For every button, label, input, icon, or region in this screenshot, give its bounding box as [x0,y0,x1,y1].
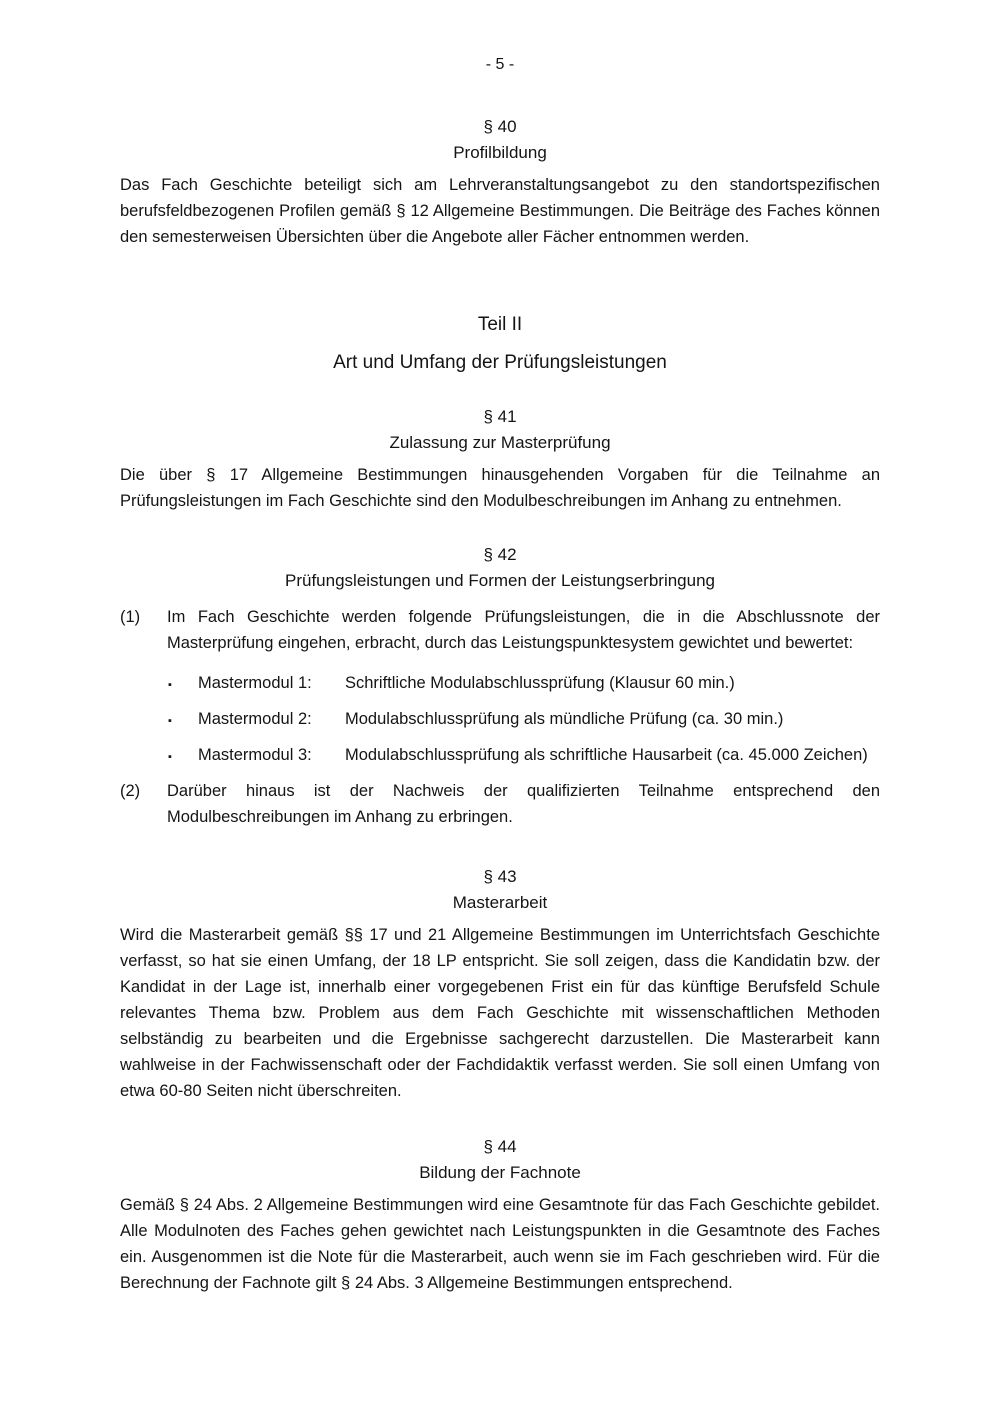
module-2-label: Mastermodul 2: [198,710,312,728]
section-44-paragraph: Gemäß § 24 Abs. 2 Allgemeine Bestimmungen wird eine Gesamtnote für das Fach Geschichte gebildet. Alle Modulnoten des Faches gehen gewichtet nach Leistungspunkten in die Gesamtnote des Faches ein. Ausgenommen ist die Note für die Masterarbeit, auch wenn sie im Fach geschrieben wird. Für die Berechnung der Fachnote gilt § 24 Abs. 3 Allgemeine Bestimmungen entsprechend. [120,1196,880,1292]
section-44-title: Bildung der Fachnote [419,1163,581,1182]
section-40-title: Profilbildung [453,143,547,162]
module-row [168,742,880,770]
module-row [168,706,880,734]
section-42-number: § 42 [483,545,517,564]
bullet-icon: ▪ [168,679,172,691]
bullet-icon: ▪ [168,715,172,727]
section-44-number: § 44 [483,1137,517,1156]
section-41-paragraph: Die über § 17 Allgemeine Bestimmungen hinausgehenden Vorgaben für die Teilnahme an Prüfungsleistungen im Fach Geschichte sind den Modulbeschreibungen im Anhang zu entnehmen. [120,466,880,510]
section-43-title: Masterarbeit [452,893,548,912]
section-43-number: § 43 [483,867,517,886]
module-row [168,670,880,698]
module-3-description: Modulabschlussprüfung als schriftliche Hausarbeit (ca. 45.000 Zeichen) [345,746,868,764]
item-1-text: Im Fach Geschichte werden folgende Prüfungsleistungen, die in die Abschlussnote der Masterprüfung eingehen, erbracht, durch das Leistungspunktesystem gewichtet und bewertet: [167,608,880,652]
section-40-heading [120,114,880,166]
module-3-label: Mastermodul 3: [198,746,312,764]
part-heading [120,312,880,376]
numbered-item-2 [120,778,880,830]
section-40-number: § 40 [483,117,517,136]
section-40 [120,114,880,250]
section-42-title: Prüfungsleistungen und Formen der Leistungserbringung [285,571,715,590]
page-number: - 5 - [485,56,515,73]
section-44 [120,1134,880,1296]
numbered-item-1 [120,604,880,656]
bullet-icon: ▪ [168,751,172,763]
section-41-number: § 41 [483,407,517,426]
module-2-description: Modulabschlussprüfung als mündliche Prüfung (ca. 30 min.) [345,710,784,728]
item-2-text: Darüber hinaus ist der Nachweis der qualifizierten Teilnahme entsprechend den Modulbeschreibungen im Anhang zu erbringen. [167,782,880,826]
section-41 [120,404,880,514]
section-41-heading [120,404,880,456]
section-41-title: Zulassung zur Masterprüfung [389,433,611,452]
section-43 [120,864,880,1104]
item-1-number: (1) [120,608,141,626]
module-1-label: Mastermodul 1: [198,674,312,692]
module-list [120,670,880,770]
item-2-number: (2) [120,782,141,800]
section-43-heading [120,864,880,916]
section-40-paragraph: Das Fach Geschichte beteiligt sich am Lehrveranstaltungsangebot zu den standortspezifischen berufsfeldbezogenen Profilen gemäß § 12 Allgemeine Bestimmungen. Die Beiträge des Faches können den semesterweisen Übersichten über die Angebote aller Fächer entnommen werden. [120,176,880,246]
section-42 [120,542,880,830]
part-label: Teil II [477,314,523,335]
module-1-description: Schriftliche Modulabschlussprüfung (Klausur 60 min.) [345,674,735,692]
section-44-heading [120,1134,880,1186]
part-title: Art und Umfang der Prüfungsleistungen [333,352,667,373]
section-42-heading [120,542,880,594]
section-43-paragraph: Wird die Masterarbeit gemäß §§ 17 und 21 Allgemeine Bestimmungen im Unterrichtsfach Geschichte verfasst, so hat sie einen Umfang, der 18 LP entspricht. Sie soll zeigen, dass die Kandidatin bzw. der Kandidat in der Lage ist, innerhalb einer vorgegebenen Frist ein für das künftige Berufsfeld Schule relevantes Thema bzw. Problem aus dem Fach Geschichte mit wissenschaftlichen Methoden selbständig zu bearbeiten und die Ergebnisse sachgerecht darzustellen. Die Masterarbeit kann wahlweise in der Fachwissenschaft oder der Fachdidaktik verfasst werden. Sie soll einen Umfang von etwa 60-80 Seiten nicht überschreiten. [120,926,880,1100]
